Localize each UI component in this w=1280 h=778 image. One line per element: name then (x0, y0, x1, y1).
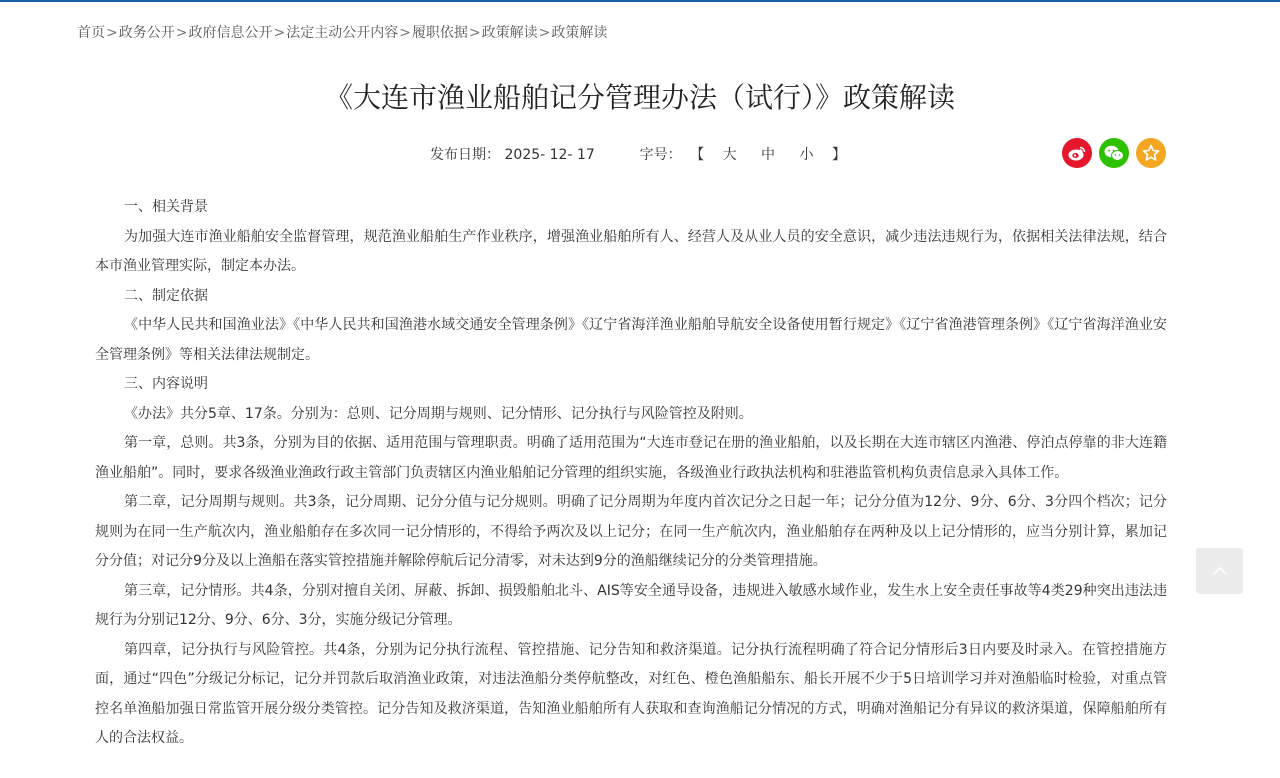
font-size-medium-button[interactable]: 中 (761, 147, 776, 163)
chevron-up-icon (1212, 566, 1228, 576)
breadcrumb-separator: > (106, 25, 118, 41)
section-heading: 二、制定依据 (124, 287, 208, 304)
font-size-bracket-close: 】 (831, 147, 846, 163)
article-title: 《大连市渔业船舶记分管理办法（试行）》政策解读 (324, 81, 955, 114)
share-buttons (1062, 138, 1166, 168)
breadcrumb-statutory-content[interactable]: 法定主动公开内容 (286, 25, 399, 41)
article-paragraph: 为加强大连市渔业船舶安全监督管理，规范渔业船舶生产作业秩序，增强渔业船舶所有人、经营人及从业人员的安全意识，减少违法违规行为，依据相关法律法规，结合本市渔业管理实际，制定本办法。 (95, 228, 1167, 274)
article-paragraph: 《中华人民共和国渔业法》《中华人民共和国渔港水域交通安全管理条例》《辽宁省海洋渔业船舶导航安全设备使用暂行规定》《辽宁省渔港管理条例》《辽宁省海洋渔业安全管理条例》等相关法律法规制定。 (95, 317, 1167, 363)
font-size-label: 字号： (639, 147, 682, 163)
article-paragraph: 第二章，记分周期与规则。共3条，记分周期、记分分值与记分规则。明确了记分周期为年度内首次记分之日起一年；记分分值为12分、9分、6分、3分四个档次；记分规则为在同一生产航次内，渔业船舶存在多次同一记分情形的，不得给予两次及以上记分；在同一生产航次内，渔业船舶存在两种及以上记分情形的，应当分别计算，累加记分分值；对记分9分及以上渔船在落实管控措施并解除停航后记分清零，对未达到9分的渔船继续记分的分类管理措施。 (95, 494, 1167, 569)
wechat-icon (1103, 144, 1125, 162)
breadcrumb-gov-affairs[interactable]: 政务公开 (118, 25, 175, 41)
weibo-icon (1067, 144, 1087, 162)
article-paragraph: 第三章，记分情形。共4条，分别对擅自关闭、屏蔽、拆卸、损毁船舶北斗、AIS等安全通导设备，违规进入敏感水域作业，发生水上安全责任事故等4类29种突出违法违规行为分别记12分、9分、6分、3分，实施分级记分管理。 (95, 582, 1167, 628)
font-size-large-button[interactable]: 大 (722, 147, 737, 163)
wechat-share-button[interactable] (1099, 138, 1129, 168)
section-heading: 三、内容说明 (124, 376, 208, 392)
weibo-share-button[interactable] (1062, 138, 1092, 168)
breadcrumb-current[interactable]: 政策解读 (551, 25, 608, 41)
article-paragraph: 第四章，记分执行与风险管控。共4条，分别为记分执行流程、管控措施、记分告知和救济渠道。记分执行流程明确了符合记分情形后3日内要及时录入。在管控措施方面，通过“四色”分级记分标记，记分并罚款后取消渔业政策，对违法渔船分类停航整改，对红色、橙色渔船船东、船长开展不少于5日培训学习并对渔船临时检验，对重点管控名单渔船加强日常监管开展分级分类管控。记分告知及救济渠道，告知渔业船舶所有人获取和查询渔船记分情况的方式，明确对渔船记分有异议的救济渠道，保障船舶所有人的合法权益。 (95, 641, 1167, 746)
publish-date-value: 2025- 12- 17 (504, 147, 595, 163)
article-paragraph: 《办法》共分5章、17条。分别为：总则、记分周期与规则、记分情形、记分执行与风险管控及附则。 (124, 405, 753, 422)
publish-date-label: 发布日期： (430, 147, 501, 163)
font-size-small-button[interactable]: 小 (799, 147, 814, 163)
breadcrumb-separator: > (273, 25, 286, 41)
breadcrumb (77, 22, 607, 42)
article-paragraph: 第一章，总则。共3条，分别为目的依据、适用范围与管理职责。明确了适用范围为“大连市登记在册的渔业船舶，以及长期在大连市辖区内渔港、停泊点停靠的非大连籍渔业船舶”。同时，要求各级渔业渔政行政主管部门负责辖区内渔业船舶记分管理的组织实施，各级渔业行政执法机构和驻港监管机构负责信息录入具体工作。 (95, 435, 1167, 481)
breadcrumb-separator: > (538, 25, 551, 41)
breadcrumb-separator: > (468, 25, 481, 41)
breadcrumb-separator: > (399, 25, 411, 41)
font-size-bracket-open: 【 (690, 147, 705, 163)
breadcrumb-separator: > (175, 25, 188, 41)
breadcrumb-gov-info[interactable]: 政府信息公开 (188, 25, 273, 41)
header-top-line (0, 0, 1280, 2)
favorite-icon (1142, 144, 1160, 162)
back-to-top-button[interactable] (1196, 548, 1243, 594)
breadcrumb-duty-basis[interactable]: 履职依据 (411, 25, 468, 41)
favorite-share-button[interactable] (1136, 138, 1166, 168)
section-heading: 一、相关背景 (124, 199, 208, 215)
breadcrumb-policy-interpretation[interactable]: 政策解读 (481, 25, 538, 41)
breadcrumb-home[interactable]: 首页 (77, 25, 105, 41)
article-content (95, 193, 1167, 754)
